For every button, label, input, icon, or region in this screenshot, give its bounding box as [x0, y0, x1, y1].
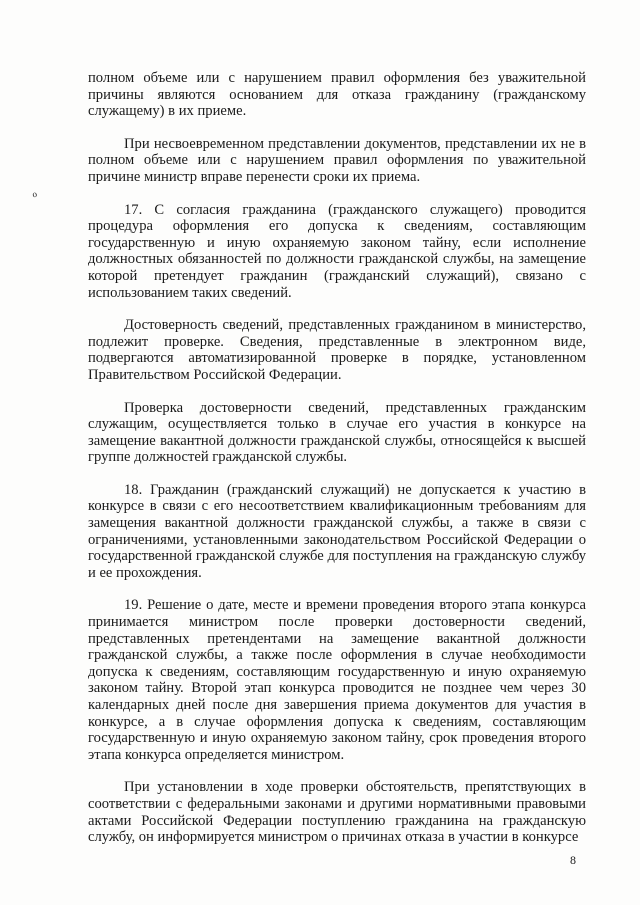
paragraph-late-submission: При несвоевременном представлении документов, представлении их не в полном объеме или с нарушением правил оформления по уважительной причине министр вправе перенести сроки их приема. — [88, 135, 586, 185]
paragraph-19: 19. Решение о дате, месте и времени проведения второго этапа конкурса принимается министром после проверки достоверности сведений, представленных претендентами на замещение вакантной должности гражданской службы, а также после оформления в случае необходимости допуска к сведениям, составляющим государственную и иную охраняемую законом тайну. Второй этап конкурса проводится не позднее чем через 30 календарных дней после дня завершения приема документов для участия в конкурсе, а в случае оформления допуска к сведениям, составляющим государственную и иную охраняемую законом тайну, срок проведения второго этапа конкурса определяется министром. — [88, 597, 586, 763]
body-text — [88, 70, 586, 862]
paragraph-verification: Достоверность сведений, представленных гражданином в министерство, подлежит проверке. Сведения, представленные в электронном виде, подвергаются автоматизированной проверке в порядке, установленном Правительством Российской Федерации. — [88, 317, 586, 383]
paragraph-continuation: полном объеме или с нарушением правил оформления без уважительной причины являются основанием для отказа гражданину (гражданскому служащему) в их приеме. — [88, 70, 586, 120]
margin-mark: ℴ — [29, 187, 39, 201]
paragraph-verification-civil-servant: Проверка достоверности сведений, представленных гражданским служащим, осуществляется только в случае его участия в конкурсе на замещение вакантной должности гражданской службы, относящейся к высшей группе должностей гражданской службы. — [88, 399, 586, 466]
paragraph-18: 18. Гражданин (гражданский служащий) не допускается к участию в конкурсе в связи с его несоответствием квалификационным требованиям для замещения вакантной должности гражданской службы, а также в связи с ограничениями, установленными законодательством Российской Федерации о государственной гражданской службе для поступления на гражданскую службу и ее прохождения. — [88, 481, 586, 581]
paragraph-obstacles: При установлении в ходе проверки обстоятельств, препятствующих в соответствии с федеральными законами и другими нормативными правовыми актами Российской Федерации поступлению гражданина на гражданскую службу, он информируется министром о причинах отказа в участии в конкурсе — [88, 779, 586, 846]
paragraph-17: 17. С согласия гражданина (гражданского служащего) проводится процедура оформления его допуска к сведениям, составляющим государственную и иную охраняемую законом тайну, если исполнение должностных обязанностей по должности гражданской службы, на замещение которой претендует гражданин (гражданский служащий), связано с использованием таких сведений. — [88, 201, 586, 301]
page-number: 8 — [570, 853, 576, 867]
